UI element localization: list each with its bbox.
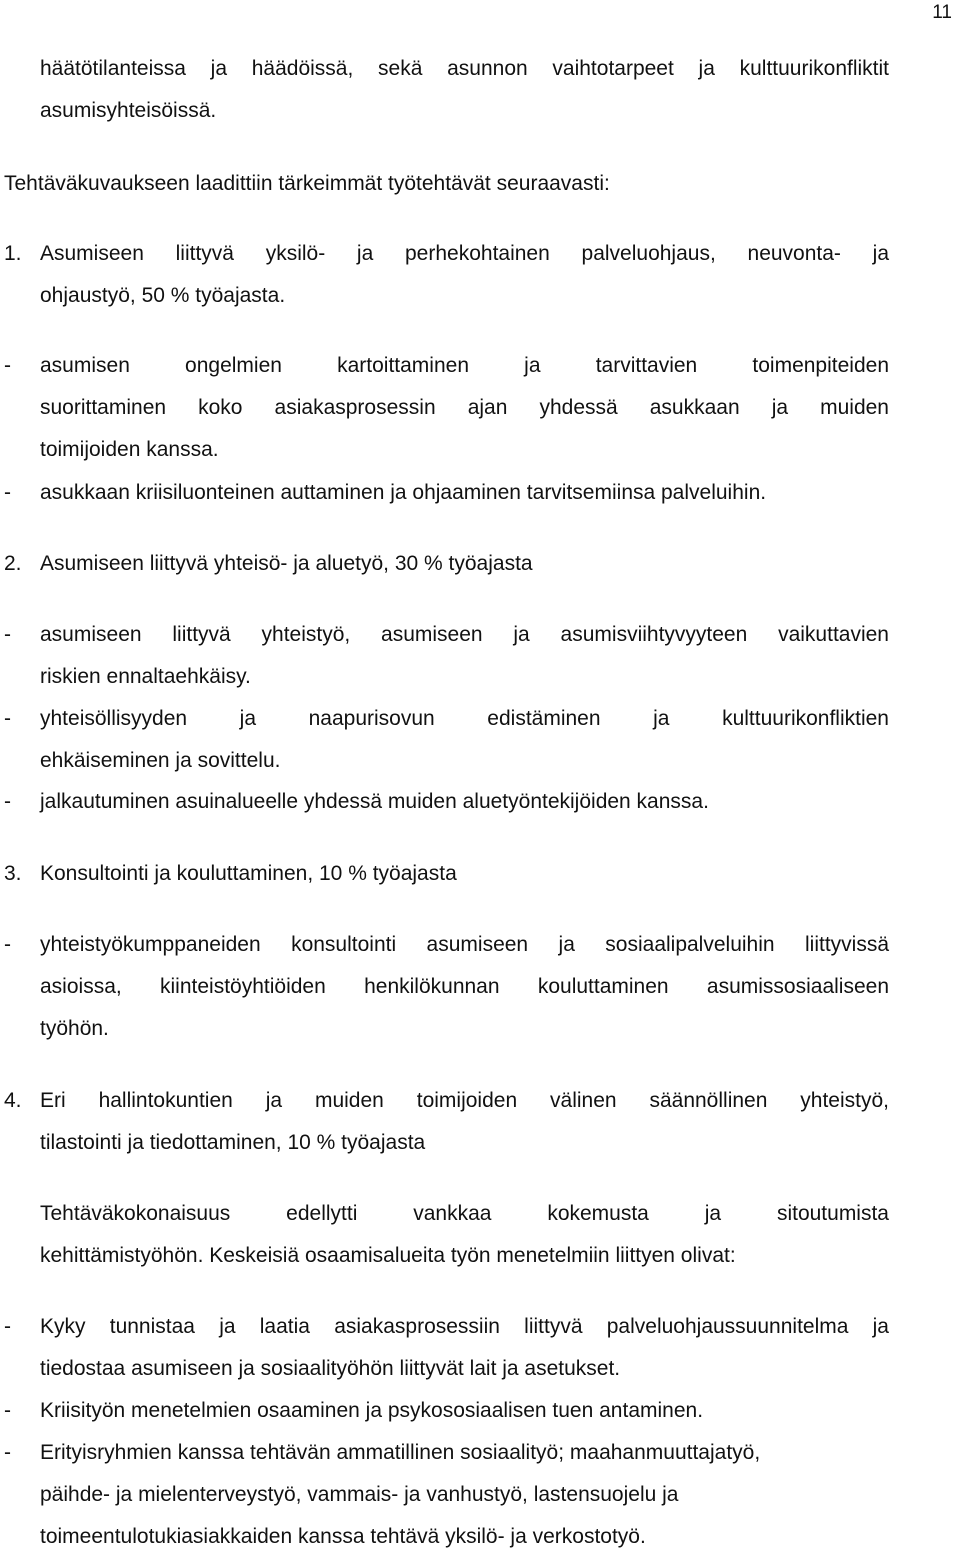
section-1-bullet-1 bbox=[40, 345, 889, 471]
competence-1-dash: - bbox=[4, 1315, 11, 1338]
section-4-heading-line-1: Eri hallintokuntien ja muiden toimijoiden välinen säännöllinen yhteistyö, bbox=[40, 1089, 889, 1112]
section-2-bullet-1-line-1: asumiseen liittyvä yhteistyö, asumiseen ja asumisviihtyvyyteen vaikuttavien bbox=[40, 623, 889, 646]
section-1-heading bbox=[40, 233, 889, 317]
section-1-bullet-2-dash: - bbox=[4, 481, 11, 504]
section-4-number: 4. bbox=[4, 1089, 22, 1112]
section-2-bullet-1-dash: - bbox=[4, 623, 11, 646]
intro-line-2: asumisyhteisöissä. bbox=[40, 99, 217, 122]
lead-sentence: Tehtäväkuvaukseen laadittiin tärkeimmät työtehtävät seuraavasti: bbox=[4, 172, 610, 195]
intro-paragraph bbox=[40, 48, 889, 132]
section-1-bullet-1-dash: - bbox=[4, 354, 11, 377]
section-1-bullet-1-line-2: suorittaminen koko asiakasprosessin ajan yhdessä asukkaan ja muiden bbox=[40, 396, 889, 419]
intro-line-1: häätötilanteissa ja häädöissä, sekä asunnon vaihtotarpeet ja kulttuurikonfliktit bbox=[40, 57, 889, 80]
section-2-bullet-3 bbox=[40, 781, 889, 823]
section-1-bullet-2 bbox=[40, 472, 889, 514]
section-4-heading bbox=[40, 1080, 889, 1164]
section-1-bullet-2-line-1: asukkaan kriisiluonteinen auttaminen ja ohjaaminen tarvitsemiinsa palveluihin. bbox=[40, 481, 767, 504]
section-2-bullet-2-line-2: ehkäiseminen ja sovittelu. bbox=[40, 749, 281, 772]
page-number: 11 bbox=[932, 2, 952, 23]
competence-3-line-2: päihde- ja mielenterveystyö, vammais- ja vanhustyö, lastensuojelu ja bbox=[40, 1483, 679, 1506]
section-1-number: 1. bbox=[4, 242, 22, 265]
competence-1-line-2: tiedostaa asumiseen ja sosiaalityöhön liittyvät lait ja asetukset. bbox=[40, 1357, 621, 1380]
section-2-number: 2. bbox=[4, 552, 22, 575]
section-1-heading-line-2: ohjaustyö, 50 % työajasta. bbox=[40, 284, 286, 307]
competence-1 bbox=[40, 1306, 889, 1390]
section-2-heading: Asumiseen liittyvä yhteisö- ja aluetyö, 30 % työajasta bbox=[40, 552, 533, 575]
section-3-bullet-1-line-2: asioissa, kiinteistöyhtiöiden henkilökunnan kouluttaminen asumissosiaaliseen bbox=[40, 975, 889, 998]
competence-2 bbox=[40, 1390, 889, 1432]
section-1-heading-line-1: Asumiseen liittyvä yksilö- ja perhekohtainen palveluohjaus, neuvonta- ja bbox=[40, 242, 889, 265]
section-2-bullet-1-line-2: riskien ennaltaehkäisy. bbox=[40, 665, 251, 688]
summary-line-2: kehittämistyöhön. Keskeisiä osaamisalueita työn menetelmiin liittyen olivat: bbox=[40, 1244, 736, 1267]
section-2-bullet-3-line-1: jalkautuminen asuinalueelle yhdessä muiden aluetyöntekijöiden kanssa. bbox=[40, 790, 709, 813]
section-2-bullet-2-line-1: yhteisöllisyyden ja naapurisovun edistäminen ja kulttuurikonfliktien bbox=[40, 707, 889, 730]
competence-1-line-1: Kyky tunnistaa ja laatia asiakasprosessiin liittyvä palveluohjaussuunnitelma ja bbox=[40, 1315, 889, 1338]
section-2-bullet-2 bbox=[40, 698, 889, 782]
section-2-bullet-2-dash: - bbox=[4, 707, 11, 730]
section-3-bullet-1-dash: - bbox=[4, 933, 11, 956]
section-2-bullet-3-dash: - bbox=[4, 790, 11, 813]
competence-3-dash: - bbox=[4, 1441, 11, 1464]
section-2-bullet-1 bbox=[40, 614, 889, 698]
competence-3-line-3: toimeentulotukiasiakkaiden kanssa tehtävä yksilö- ja verkostotyö. bbox=[40, 1525, 646, 1548]
section-4-heading-line-2: tilastointi ja tiedottaminen, 10 % työajasta bbox=[40, 1131, 426, 1154]
summary-line-1: Tehtäväkokonaisuus edellytti vankkaa kokemusta ja sitoutumista bbox=[40, 1202, 889, 1225]
section-1-bullet-1-line-3: toimijoiden kanssa. bbox=[40, 438, 219, 461]
section-3-heading: Konsultointi ja kouluttaminen, 10 % työajasta bbox=[40, 862, 457, 885]
competence-3 bbox=[40, 1432, 889, 1558]
section-3-bullet-1-line-3: työhön. bbox=[40, 1017, 109, 1040]
competence-3-line-1: Erityisryhmien kanssa tehtävän ammatillinen sosiaalityö; maahanmuuttajatyö, bbox=[40, 1441, 761, 1464]
section-3-bullet-1-line-1: yhteistyökumppaneiden konsultointi asumiseen ja sosiaalipalveluihin liittyvissä bbox=[40, 933, 889, 956]
section-3-number: 3. bbox=[4, 862, 22, 885]
section-1-bullet-1-line-1: asumisen ongelmien kartoittaminen ja tarvittavien toimenpiteiden bbox=[40, 354, 889, 377]
competence-2-line-1: Kriisityön menetelmien osaaminen ja psykososiaalisen tuen antaminen. bbox=[40, 1399, 704, 1422]
competence-2-dash: - bbox=[4, 1399, 11, 1422]
summary-paragraph bbox=[40, 1193, 889, 1277]
section-3-bullet-1 bbox=[40, 924, 889, 1050]
